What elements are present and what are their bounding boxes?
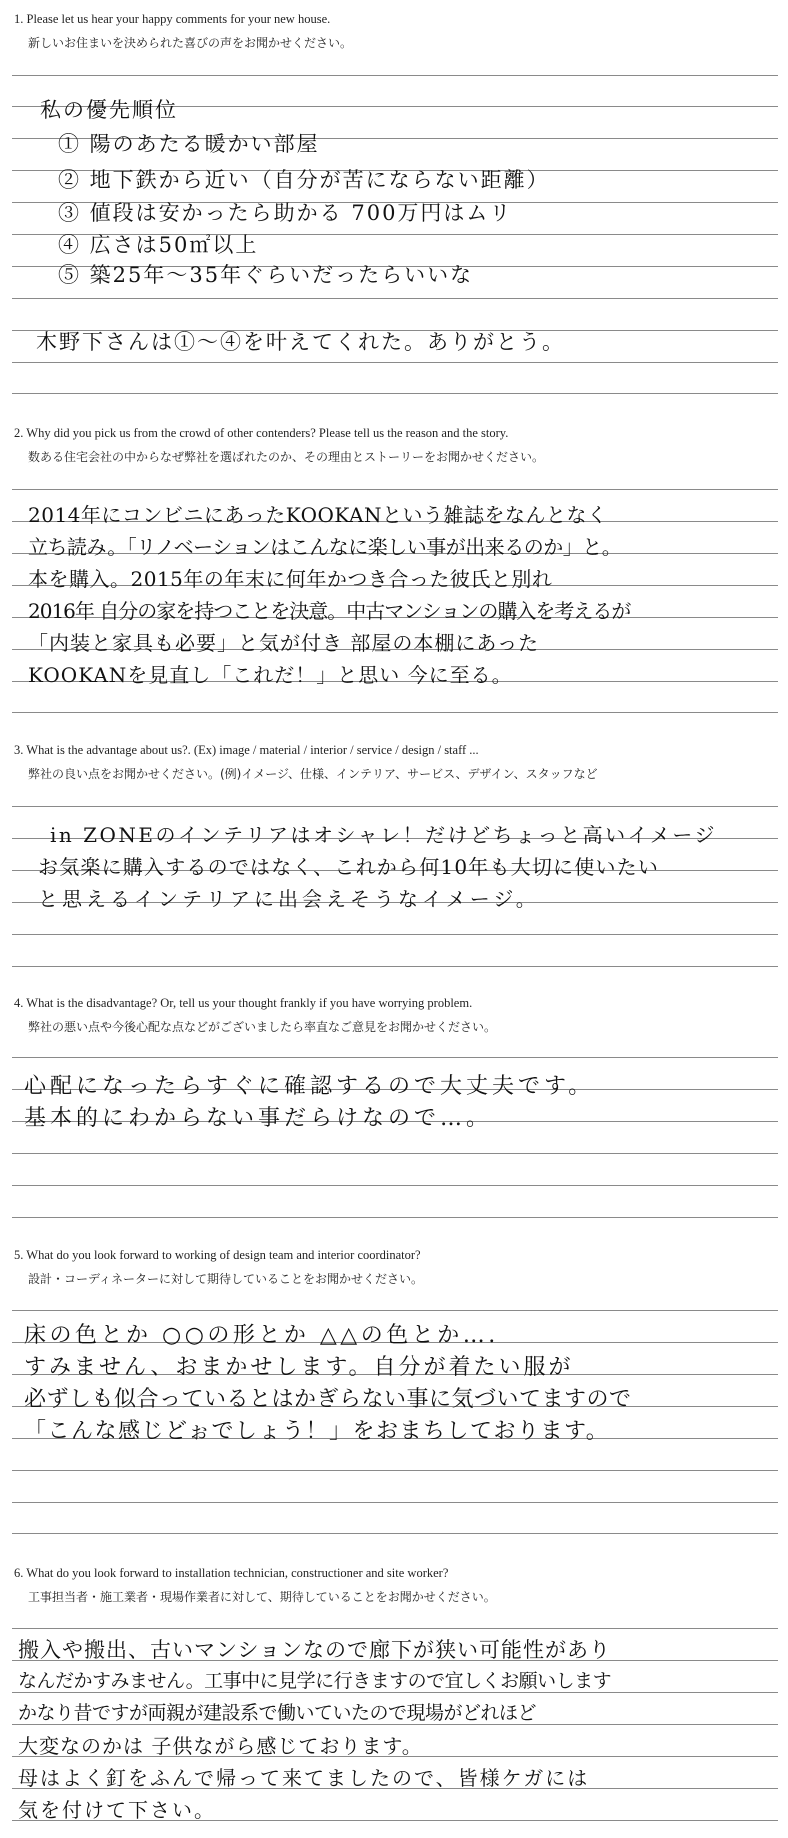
question-1-japanese: 新しいお住まいを決められた喜びの声をお聞かせください。 bbox=[28, 36, 353, 50]
answer-line bbox=[12, 1153, 778, 1154]
answer-5-line: 床の色とか ○○の形とか △△の色とか…. bbox=[24, 1323, 499, 1348]
answer-2-line: 本を購入。2015年の年末に何年かつき合った彼氏と別れ bbox=[28, 567, 553, 591]
answer-line bbox=[12, 298, 778, 299]
question-5-english: 5. What do you look forward to working of design team and interior coordinator? bbox=[14, 1248, 421, 1262]
answer-1-line: ② 地下鉄から近い（自分が苦にならない距離） bbox=[58, 168, 550, 192]
answer-1-line: ① 陽のあたる暖かい部屋 bbox=[58, 132, 320, 156]
answer-1-line: 木野下さんは①～④を叶えてくれた。ありがとう。 bbox=[36, 330, 565, 354]
answer-6-line: 搬入や搬出、古いマンションなので廊下が狭い可能性があり bbox=[18, 1638, 612, 1662]
answer-2-line: 2016年 自分の家を持つことを決意。中古マンションの購入を考えるが bbox=[28, 599, 631, 623]
answer-2-line: 「内装と家具も必要」と気が付き 部屋の本棚にあった bbox=[28, 631, 540, 655]
answer-2-line: 立ち読み。「リノベーションはこんなに楽しい事が出来るのか」と。 bbox=[28, 535, 622, 559]
answer-line bbox=[12, 489, 778, 490]
question-3-english: 3. What is the advantage about us?. (Ex) image / material / interior / service / design / staff ... bbox=[14, 743, 479, 757]
answer-1-line: ④ 広さは50㎡以上 bbox=[58, 233, 259, 257]
answer-line bbox=[12, 712, 778, 713]
answer-line bbox=[12, 1185, 778, 1186]
question-3-japanese: 弊社の良い点をお聞かせください。(例)イメージ、仕様、インテリア、サービス、デザイン、スタッフなど bbox=[28, 767, 598, 781]
answer-6-line: 気を付けて下さい。 bbox=[18, 1798, 216, 1822]
question-4-japanese: 弊社の悪い点や今後心配な点などがございましたら率直なご意見をお聞かせください。 bbox=[28, 1020, 497, 1034]
answer-line bbox=[12, 1533, 778, 1534]
answer-1-line: 私の優先順位 bbox=[40, 98, 178, 122]
answer-4-line: 心配になったらすぐに確認するので大丈夫です。 bbox=[24, 1074, 595, 1099]
question-4-english: 4. What is the disadvantage? Or, tell us your thought frankly if you have worrying problem. bbox=[14, 996, 473, 1010]
answer-6-line: かなり昔ですが両親が建設系で働いていたので現場がどれほど bbox=[18, 1702, 537, 1724]
answer-5-line: 必ずしも似合っているとはかぎらない事に気づいてますので bbox=[24, 1387, 632, 1412]
question-2-english: 2. Why did you pick us from the crowd of other contenders? Please tell us the reason and the story. bbox=[14, 426, 509, 440]
answer-6-line: 大変なのかは 子供ながら感じております。 bbox=[18, 1734, 423, 1758]
answer-line bbox=[12, 1217, 778, 1218]
answer-2-line: 2014年にコンビニにあったKOOKANという雑誌をなんとなく bbox=[28, 503, 608, 527]
answer-6-line: なんだかすみません。工事中に見学に行きますので宜しくお願いします bbox=[18, 1670, 612, 1692]
question-2-japanese: 数ある住宅会社の中からなぜ弊社を選ばれたのか、その理由とストーリーをお聞かせください。 bbox=[28, 450, 545, 464]
answer-2-line: KOOKANを見直し「これだ！」と思い 今に至る。 bbox=[28, 663, 513, 687]
question-5-japanese: 設計・コーディネーターに対して期待していることをお聞かせください。 bbox=[28, 1272, 424, 1286]
answer-line bbox=[12, 1470, 778, 1471]
answer-line bbox=[12, 1724, 778, 1725]
answer-1-line: ⑤ 築25年～35年ぐらいだったらいいな bbox=[58, 263, 474, 287]
answer-line bbox=[12, 75, 778, 76]
answer-5-line: 「こんな感じどぉでしょう！」をおまちしております。 bbox=[24, 1419, 610, 1444]
answer-4-line: 基本的にわからない事だらけなので…。 bbox=[24, 1106, 493, 1131]
answer-line bbox=[12, 1628, 778, 1629]
answer-line bbox=[12, 1502, 778, 1503]
answer-5-line: すみません、おまかせします。自分が着たい服が bbox=[24, 1355, 574, 1380]
answer-line bbox=[12, 393, 778, 394]
answer-3-line: お気楽に購入するのではなく、これから何10年も大切に使いたい bbox=[38, 855, 660, 879]
answer-line bbox=[12, 934, 778, 935]
answer-line bbox=[12, 1057, 778, 1058]
question-6-english: 6. What do you look forward to installation technician, constructioner and site worker? bbox=[14, 1566, 449, 1580]
answer-1-line: ③ 値段は安かったら助かる 700万円はムリ bbox=[58, 201, 513, 225]
answer-3-line: in ZONEのインテリアはオシャレ！だけどちょっと高いイメージ bbox=[50, 823, 718, 847]
answer-3-line: と思えるインテリアに出会えそうなイメージ。 bbox=[38, 887, 540, 911]
question-6-japanese: 工事担当者・施工業者・現場作業者に対して、期待していることをお聞かせください。 bbox=[28, 1590, 496, 1604]
answer-6-line: 母はよく釘をふんで帰って来てましたので、皆様ケガには bbox=[18, 1766, 590, 1790]
answer-line bbox=[12, 362, 778, 363]
answer-line bbox=[12, 966, 778, 967]
answer-line bbox=[12, 1310, 778, 1311]
answer-line bbox=[12, 806, 778, 807]
question-1-english: 1. Please let us hear your happy comments for your new house. bbox=[14, 12, 331, 26]
answer-line bbox=[12, 1692, 778, 1693]
